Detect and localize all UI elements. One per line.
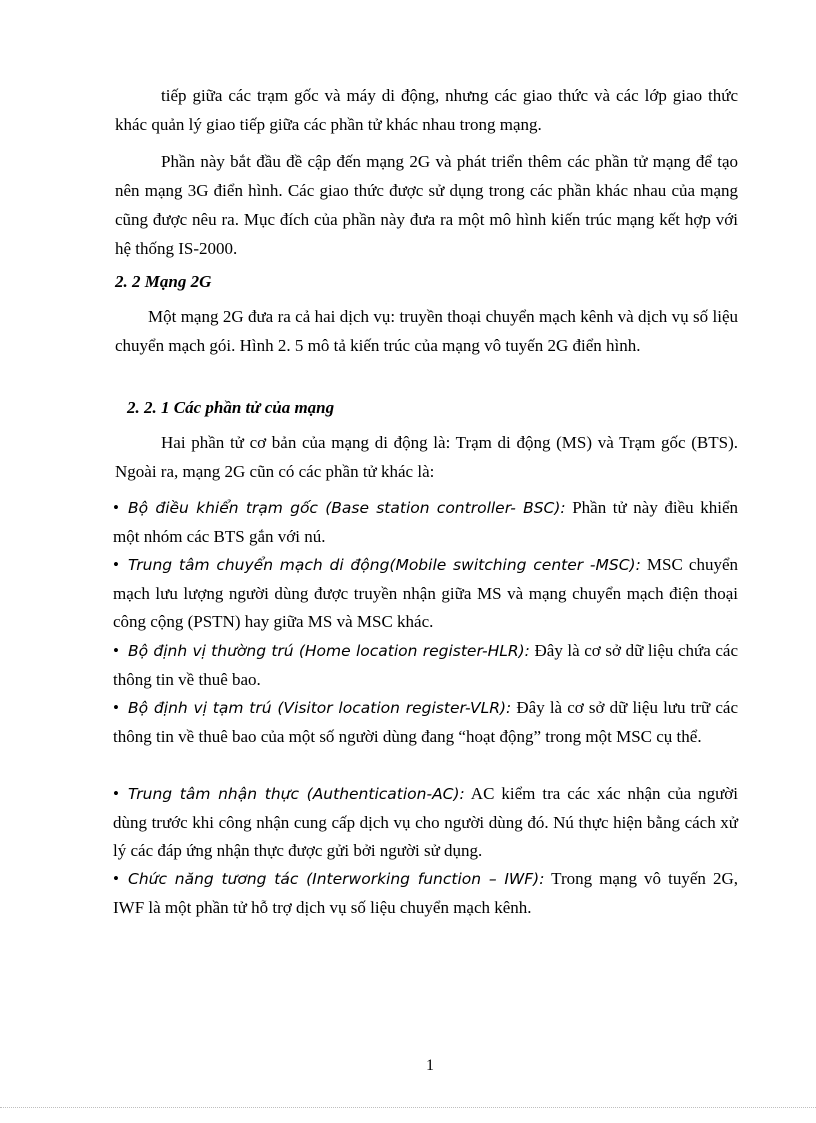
bullet-text: Đây là cơ sở dữ liệu chứa các thông tin về thuê bao. [113, 641, 738, 689]
bullet-term: Trung tâm nhận thực (Authentication-AC): [128, 785, 465, 803]
bullet-item-vlr [113, 694, 738, 751]
bullet-dot: • [113, 641, 119, 660]
bullet-text: AC kiểm tra các xác nhận của người dùng trước khi công nhận cung cấp dịch vụ cho người dùng đó. Nú thực hiện bằng cách xử lý các đáp ứng nhận thực được gửi bởi người sử dụng. [113, 784, 738, 860]
section-heading: 2. 2 Mạng 2G [115, 272, 212, 291]
bullet-term: Chức năng tương tác (Interworking function – IWF): [128, 870, 545, 888]
bullet-term: Trung tâm chuyển mạch di động(Mobile switching center -MSC): [128, 556, 641, 574]
bullet-term: Bộ định vị thường trú (Home location register-HLR): [128, 642, 530, 660]
bullet-dot: • [113, 555, 119, 574]
bullet-text: MSC chuyển mạch lưu lượng người dùng được truyền nhận giữa MS và mạng chuyển mạch điện thoại công cộng (PSTN) hay giữa MS và MSC khác. [113, 555, 738, 631]
bullet-term: Bộ điều khiển trạm gốc (Base station controller- BSC): [128, 499, 566, 517]
bullet-item-ac [113, 780, 738, 866]
bullet-dot: • [113, 784, 119, 803]
bullet-term: Bộ định vị tạm trú (Visitor location register-VLR): [128, 699, 512, 717]
paragraph-section-overview: Phần này bắt đầu đề cập đến mạng 2G và phát triển thêm các phần tử mạng để tạo nên mạng 3G điển hình. Các giao thức được sử dụng trong các phần khác nhau của mạng cũng được nêu ra. Mục đích của phần này đưa ra một mô hình kiến trúc mạng kết hợp với hệ thống IS-2000. [115, 152, 738, 258]
subsection-heading: 2. 2. 1 Các phần tử của mạng [127, 398, 335, 417]
bullet-item-iwf [113, 865, 738, 922]
page-number: 1 [426, 1057, 434, 1074]
bullet-item-bsc [113, 494, 738, 551]
bullet-dot: • [113, 498, 119, 517]
bullet-text: Phần tử này điều khiển một nhóm các BTS gắn với nú. [113, 498, 738, 546]
paragraph-network-elements: Hai phần tử cơ bản của mạng di động là: Trạm di động (MS) và Trạm gốc (BTS). Ngoài ra, mạng 2G cũn có các phần tử khác là: [115, 433, 738, 481]
bullet-item-msc [113, 551, 738, 637]
bullet-item-hlr [113, 637, 738, 694]
paragraph-2g-network: Một mạng 2G đưa ra cả hai dịch vụ: truyền thoại chuyển mạch kênh và dịch vụ số liệu chuyển mạch gói. Hình 2. 5 mô tả kiến trúc của mạng vô tuyến 2G điển hình. [115, 307, 738, 355]
bullet-dot: • [113, 869, 119, 888]
paragraph-intro-continuation: tiếp giữa các trạm gốc và máy di động, nhưng các giao thức và các lớp giao thức khác quản lý giao tiếp giữa các phần tử khác nhau trong mạng. [115, 86, 738, 134]
footer-divider [0, 1107, 816, 1108]
bullet-dot: • [113, 698, 119, 717]
bullet-text: Trong mạng vô tuyến 2G, IWF là một phần tử hỗ trợ dịch vụ số liệu chuyển mạch kênh. [113, 869, 738, 917]
bullet-text: Đây là cơ sở dữ liệu lưu trữ các thông tin về thuê bao của một số người dùng đang “hoạt động” trong một MSC cụ thể. [113, 698, 739, 746]
